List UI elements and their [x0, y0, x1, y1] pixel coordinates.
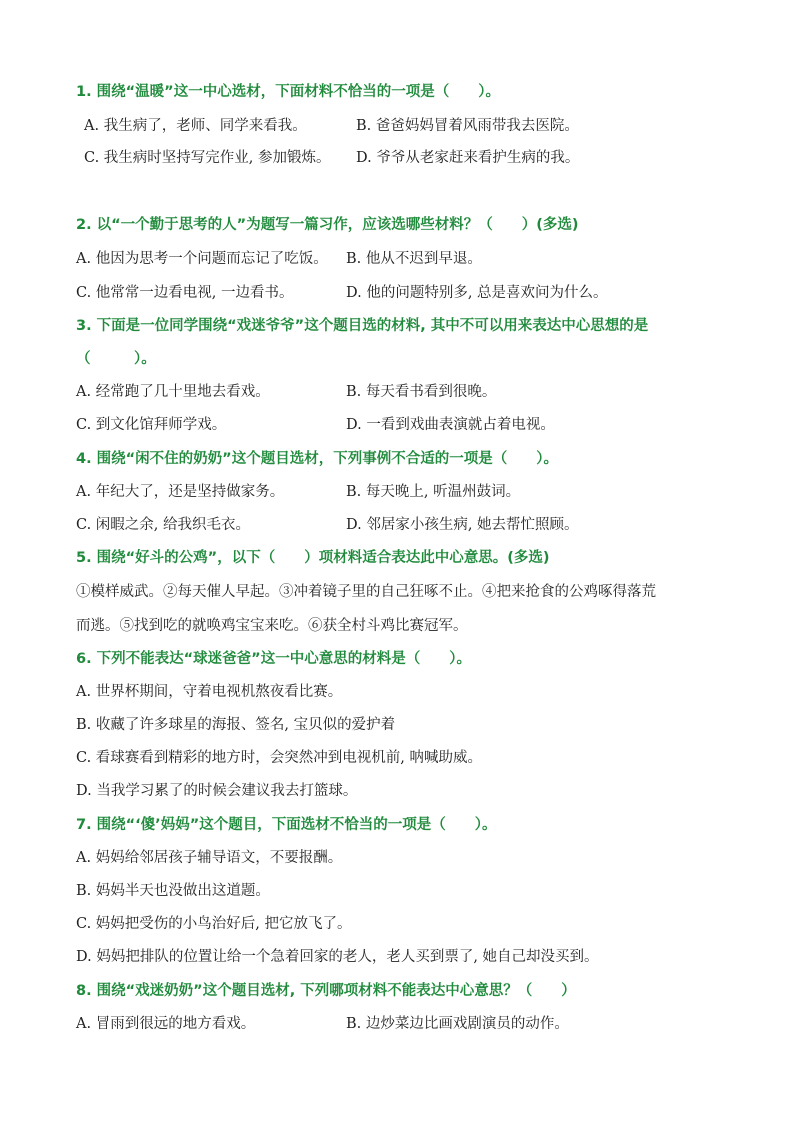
question-7-option-c: C. 妈妈把受伤的小鸟治好后, 把它放飞了。: [76, 916, 352, 932]
question-8-title: 8. 围绕“戏迷奶奶”这个题目选材, 下列哪项材料不能表达中心意思？（ ）: [76, 983, 576, 999]
question-7-title: 7. 围绕“‘傻’妈妈”这个题目，下面选材不恰当的一项是（ ）。: [76, 817, 497, 833]
question-4-option-c: C. 闲暇之余, 给我织毛衣。: [76, 517, 251, 533]
question-7-option-a: A. 妈妈给邻居孩子辅导语文，不要报酬。: [76, 850, 343, 866]
question-6-option-a: A. 世界杯期间，守着电视机熬夜看比赛。: [76, 684, 343, 700]
question-4-option-b: B. 每天晚上, 听温州鼓词。: [346, 484, 521, 500]
question-1-option-a: A. 我生病了，老师、同学来看我。: [84, 118, 307, 134]
question-1-option-d: D. 爷爷从老家赶来看护生病的我。: [356, 150, 580, 166]
question-1-option-c: C. 我生病时坚持写完作业, 参加锻炼。: [84, 150, 331, 166]
question-5-paragraph-line-2: 而逃。⑤找到吃的就唤鸡宝宝来吃。⑥获全村斗鸡比赛冠军。: [76, 618, 468, 634]
question-2-option-a: A. 他因为思考一个问题而忘记了吃饭。: [76, 251, 328, 267]
question-2-title: 2. 以“一个勤于思考的人”为题写一篇习作，应该选哪些材料？（ ）(多选): [76, 217, 579, 233]
question-8-option-a: A. 冒雨到很远的地方看戏。: [76, 1016, 256, 1032]
question-3-option-b: B. 每天看书看到很晚。: [346, 384, 497, 400]
question-3-option-d: D. 一看到戏曲表演就占着电视。: [346, 417, 555, 433]
question-2-option-b: B. 他从不迟到早退。: [346, 251, 482, 267]
question-6-option-d: D. 当我学习累了的时候会建议我去打篮球。: [76, 783, 358, 799]
question-4-option-a: A. 年纪大了，还是坚持做家务。: [76, 484, 285, 500]
question-6-option-b: B. 收藏了许多球星的海报、签名, 宝贝似的爱护着: [76, 717, 396, 733]
question-2-option-c: C. 他常常一边看电视, 一边看书。: [76, 285, 294, 301]
question-2-option-d: D. 他的问题特别多, 总是喜欢问为什么。: [346, 285, 608, 301]
question-3-option-c: C. 到文化馆拜师学戏。: [76, 417, 227, 433]
question-7-option-d: D. 妈妈把排队的位置让给一个急着回家的老人，老人买到票了, 她自己却没买到。: [76, 949, 599, 965]
question-5-title: 5. 围绕“好斗的公鸡”，以下（ ）项材料适合表达此中心意思。(多选): [76, 550, 550, 566]
question-3-title-continued: （ ）。: [76, 351, 156, 367]
question-5-paragraph-line-1: ①模样威武。②每天催人早起。③冲着镜子里的自己狂啄不止。④把来抢食的公鸡啄得落荒: [76, 584, 656, 600]
question-8-option-b: B. 边炒菜边比画戏剧演员的动作。: [346, 1016, 569, 1032]
question-3-option-a: A. 经常跑了几十里地去看戏。: [76, 384, 270, 400]
question-6-title: 6. 下列不能表达“球迷爸爸”这一中心意思的材料是（ ）。: [76, 651, 471, 667]
question-6-option-c: C. 看球赛看到精彩的地方时，会突然冲到电视机前, 呐喊助威。: [76, 750, 483, 766]
question-7-option-b: B. 妈妈半天也没做出这道题。: [76, 883, 270, 899]
question-1-option-b: B. 爸爸妈妈冒着风雨带我去医院。: [356, 118, 579, 134]
question-1-title: 1. 围绕“温暖”这一中心选材，下面材料不恰当的一项是（ ）。: [76, 84, 500, 100]
question-3-title: 3. 下面是一位同学围绕“戏迷爷爷”这个题目选的材料, 其中不可以用来表达中心思想的是: [76, 318, 649, 334]
question-4-title: 4. 围绕“闲不住的奶奶”这个题目选材，下列事例不合适的一项是（ ）。: [76, 451, 558, 467]
question-4-option-d: D. 邻居家小孩生病, 她去帮忙照顾。: [346, 517, 579, 533]
